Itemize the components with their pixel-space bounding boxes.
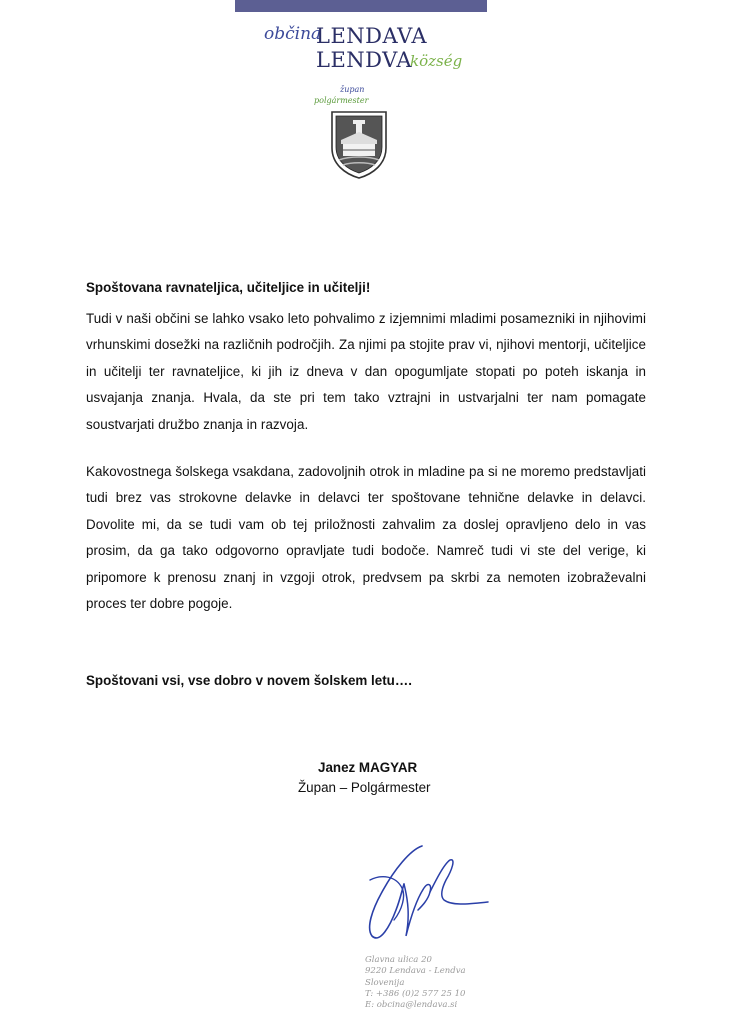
letterhead-zupan: župan — [340, 85, 365, 94]
signer-name: Janez MAGYAR — [318, 760, 418, 775]
letter-greeting: Spoštovana ravnateljica, učiteljice in učitelji! — [86, 280, 371, 295]
letter-paragraph-1: Tudi v naši občini se lahko vsako leto pohvalimo z izjemnimi mladimi posamezniki in njihovimi vrhunskimi dosežki na različnih področjih. Za njimi pa stojite prav vi, njihovi mentorji, učiteljice in učitelji ter ravnateljice, ki jih iz dneva v dan opogumljate stopati po poteh iskanja in usvajanja znanja. Hvala, da ste pri tem tako vztrajni in ustvarjalni ter nam pomagate soustvarjati družbo znanja in razvoja. — [86, 311, 646, 432]
footer-phone: T: +386 (0)2 577 25 10 — [365, 988, 466, 999]
logo-kozseg-text: község — [410, 52, 463, 70]
letter-closing: Spoštovani vsi, vse dobro v novem šolskem letu…. — [86, 673, 412, 688]
handwritten-signature — [352, 840, 492, 945]
letterhead-polgarmester: polgármester — [314, 96, 369, 105]
header-color-bar — [235, 0, 487, 12]
footer-email[interactable]: E: obcina@lendava.si — [365, 1000, 458, 1011]
logo-lendva-text: LENDVA — [316, 48, 413, 72]
footer-street: Glavna ulica 20 — [365, 955, 432, 965]
coat-of-arms-icon — [329, 110, 389, 180]
logo-obcina-text: občina — [264, 24, 322, 44]
footer-country: Slovenija — [365, 977, 405, 988]
logo-lendava-text: LENDAVA — [316, 24, 428, 48]
letter-paragraph-2: Kakovostnega šolskega vsakdana, zadovoljnih otrok in mladine pa si ne moremo predstavljati tudi brez vas strokovne delavke in delavci ter spoštovane tehnične delavke in delavci. Dovolite mi, da se tudi vam ob tej priložnosti zahvalim za doslej opravljeno delo in vas prosim, da ga tako odgovorno opravljate tudi bodoče. Namreč tudi vi ste del verige, ki pripomore k prenosu znanj in vzgoji otrok, predvsem pa skrbi za nemoten izobraževalni proces ter dobre pogoje. — [86, 464, 646, 612]
signer-title: Župan – Polgármester — [298, 780, 431, 795]
footer-address — [365, 955, 466, 1011]
footer-city: 9220 Lendava - Lendva — [365, 966, 466, 977]
